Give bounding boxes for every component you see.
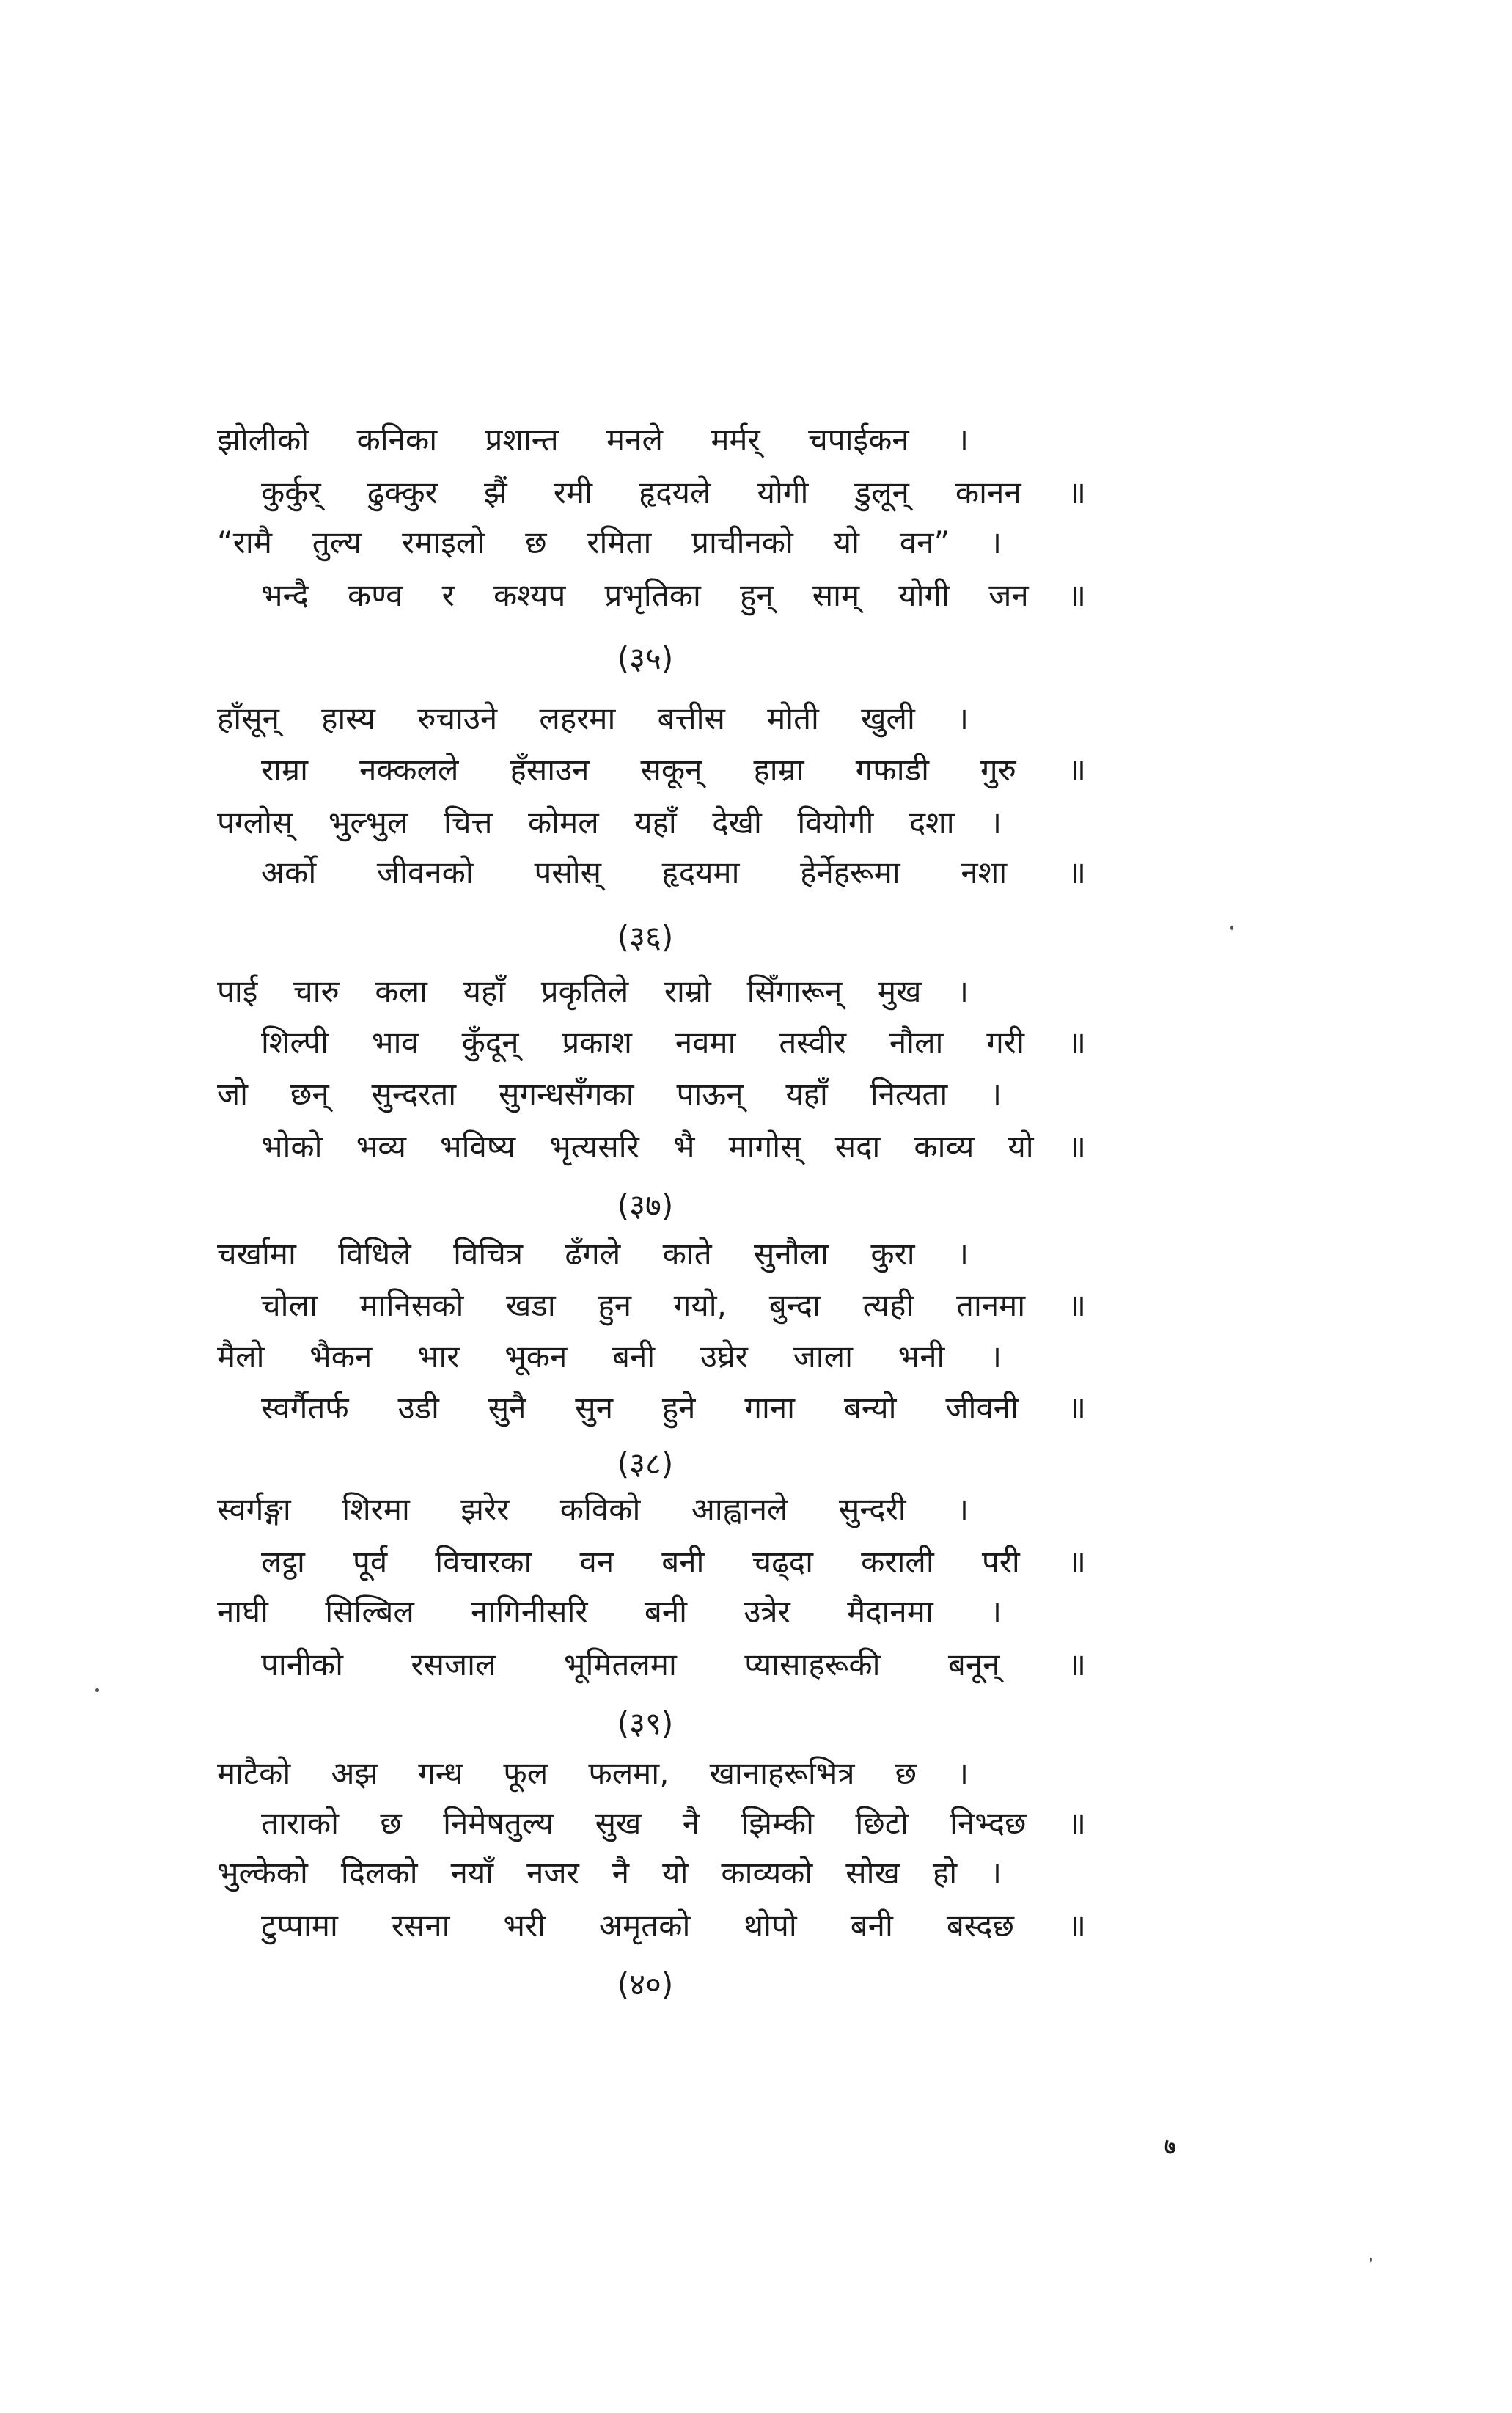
verse-line: स्वर्गैतर्फ उडी सुनै सुन हुने गाना बन्यो जीवनी ॥ <box>261 1390 1086 1426</box>
verse-line: हाँसून् हास्य रुचाउने लहरमा बत्तीस मोती खुली । <box>217 700 969 736</box>
verse-line: मैलो भैकन भार भूकन बनी उघ्रेर जाला भनी । <box>217 1339 1002 1374</box>
stanza-number: (३६) <box>617 919 674 955</box>
verse-line: जो छन् सुन्दरता सुगन्धसँगका पाऊन् यहाँ नित्यता । <box>217 1076 1002 1112</box>
verse-line: नाघी सिल्बिल नागिनीसरि बनी उत्रेर मैदानमा । <box>217 1594 1002 1630</box>
scan-speck <box>1370 2258 1372 2262</box>
verse-line: “रामै तुल्य रमाइलो छ रमिता प्राचीनको यो वन” । <box>217 524 1002 560</box>
verse-line: शिल्पी भाव कुँदून् प्रकाश नवमा तस्वीर नौला गरी ॥ <box>261 1025 1086 1061</box>
verse-line: पानीको रसजाल भूमितलमा प्यासाहरूकी बनून् ॥ <box>261 1647 1086 1682</box>
verse-line: भोको भव्य भविष्य भृत्यसरि भै मागोस् सदा काव्य यो ॥ <box>261 1129 1086 1165</box>
scan-speck <box>95 1688 99 1692</box>
stanza-number: (३८) <box>617 1446 674 1482</box>
scan-speck <box>1230 926 1233 930</box>
verse-line: चोला मानिसको खडा हुन गयो, बुन्दा त्यही तानमा ॥ <box>261 1287 1086 1323</box>
page-number: ७ <box>1164 2134 1176 2160</box>
stanza-number: (३९) <box>617 1705 674 1741</box>
verse-line: पग्लोस् भुल्भुल चित्त कोमल यहाँ देखी वियोगी दशा । <box>217 805 1002 841</box>
verse-line: राम्रा नक्कलले हँसाउन सकून् हाम्रा गफाडी गुरु ॥ <box>261 752 1086 788</box>
verse-line: भुल्केको दिलको नयाँ नजर नै यो काव्यको सोख हो । <box>217 1855 1002 1891</box>
stanza-number: (३५) <box>617 640 674 676</box>
verse-line: भन्दै कण्व र कश्यप प्रभृतिका हुन् साम् योगी जन ॥ <box>261 577 1086 613</box>
verse-line: पाई चारु कला यहाँ प्रकृतिले राम्रो सिँगारून् मुख । <box>217 973 969 1009</box>
verse-line: टुप्पामा रसना भरी अमृतको थोपो बनी बस्दछ ॥ <box>261 1908 1086 1944</box>
verse-line: कुर्कुर् ढुक्कुर झैं रमी हृदयले योगी डुलून् कानन ॥ <box>261 475 1086 510</box>
verse-line: लट्ठा पूर्व विचारका वन बनी चढ्दा कराली परी ॥ <box>261 1544 1086 1580</box>
stanza-number: (४०) <box>617 1966 674 2002</box>
verse-line: झोलीको कनिका प्रशान्त मनले मर्मर् चपाईकन । <box>217 422 969 458</box>
stanza-number: (३७) <box>617 1187 674 1223</box>
verse-line: अर्को जीवनको पसोस् हृदयमा हेर्नेहरूमा नशा ॥ <box>261 854 1086 890</box>
verse-line: स्वर्गङ्गा शिरमा झरेर कविको आह्वानले सुन्दरी । <box>217 1491 969 1527</box>
verse-line: ताराको छ निमेषतुल्य सुख नै झिम्की छिटो निभ्दछ ॥ <box>261 1805 1086 1841</box>
verse-line: चर्खामा विधिले विचित्र ढँगले काते सुनौला कुरा । <box>217 1236 969 1272</box>
verse-line: माटैको अझ गन्ध फूल फलमा, खानाहरूभित्र छ । <box>217 1755 969 1791</box>
